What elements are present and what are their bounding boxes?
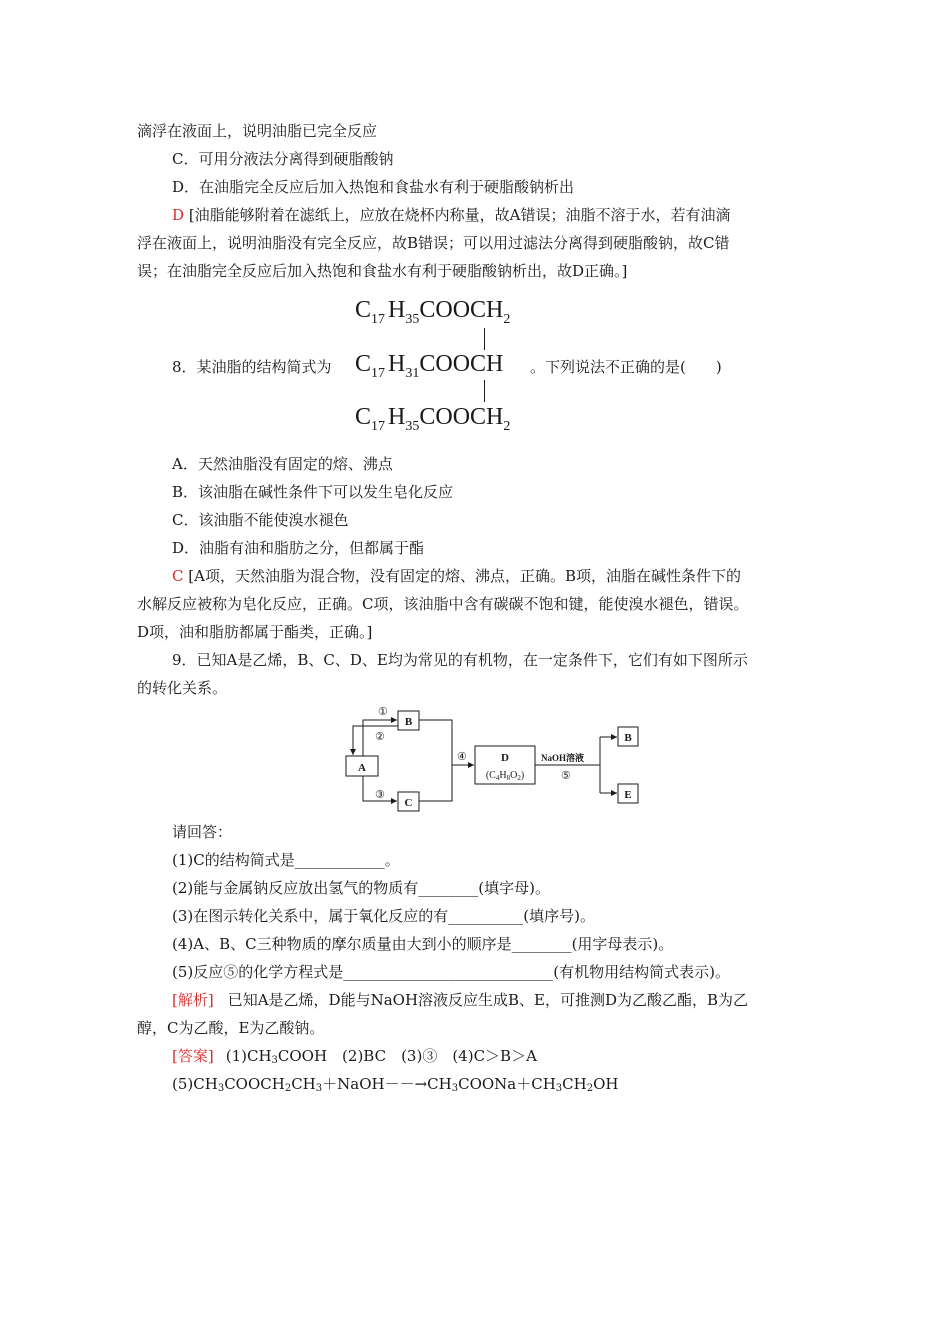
q8-option-b: B．该油脂在碱性条件下可以发生皂化反应 — [172, 483, 454, 501]
answer-tag: [答案] — [172, 1047, 214, 1065]
q9-stem-1: 9．已知A是乙烯，B、C、D、E均为常见的有机物，在一定条件下，它们有如下图所示 — [172, 651, 748, 669]
q9-part-5: (5)反应⑤的化学方程式是____________________________(有机物用结构简式表示)。 — [172, 963, 730, 981]
q7-line-text: 滴浮在液面上，说明油脂已完全反应 — [137, 122, 378, 140]
bond-line-2 — [484, 380, 485, 402]
label-step-5: ⑤ — [561, 770, 571, 782]
label-step-4: ④ — [457, 751, 467, 763]
q7-option-d: D．在油脂完全反应后加入热饱和食盐水有利于硬脂酸钠析出 — [172, 178, 575, 196]
label-a: A — [358, 762, 366, 774]
q7-explanation-3: 误；在油脂完全反应后加入热饱和食盐水有利于硬脂酸钠析出，故D正确。] — [137, 262, 628, 280]
conversion-diagram — [330, 700, 660, 818]
label-b-product: B — [624, 732, 632, 744]
q8-explanation-2: 水解反应被称为皂化反应，正确。C项，该油脂中含有碳碳不饱和键，能使溴水褪色，错误。 — [137, 595, 749, 613]
q9-analysis-1 — [172, 990, 748, 1010]
q7-explanation-text: [油脂能够附着在滤纸上，应放在烧杯内称量，故A错误；油脂不溶于水，若有油滴 — [188, 206, 731, 224]
q8-option-a: A．天然油脂没有固定的熔、沸点 — [172, 455, 393, 473]
q7-answer-letter: D — [172, 206, 185, 224]
q8-stem-post: 。下列说法不正确的是( ) — [530, 358, 722, 376]
label-e: E — [624, 789, 632, 801]
q9-part-4: (4)A、B、C三种物质的摩尔质量由大到小的顺序是________(用字母表示)。 — [172, 935, 674, 953]
arrow-step-4 — [419, 720, 452, 801]
q7-explanation-1 — [172, 205, 731, 225]
q9-answer-1: [答案] $(1)CH_3COOH$ (2)BC (3)③ (4)C＞B＞A — [172, 1047, 537, 1066]
label-step-2: ② — [375, 731, 385, 743]
q8-explanation-1 — [172, 566, 741, 586]
label-step-1: ① — [378, 706, 388, 718]
q9-part-1: (1)C的结构简式是____________。 — [172, 851, 400, 869]
q9-stem-2: 的转化关系。 — [137, 679, 228, 697]
q8-explanation-text: [A项，天然油脂为混合物，没有固定的熔、沸点，正确。B项，油脂在碱性条件下的 — [188, 567, 741, 585]
formula-row-1: $C_{17}$ $H_{35}COOCH_2$ — [355, 297, 511, 327]
formula-row-2: $C_{17}$ $H_{31}COOCH$ — [355, 351, 504, 381]
label-c: C — [404, 797, 413, 809]
analysis-text: 已知A是乙烯，D能与NaOH溶液反应生成B、E，可推测D为乙酸乙酯，B为乙 — [227, 991, 749, 1009]
q9-part-2: (2)能与金属钠反应放出氢气的物质有________(填字母)。 — [172, 879, 550, 897]
bond-line-1 — [484, 328, 485, 350]
q9-analysis-2: 醇，C为乙酸，E为乙酸钠。 — [137, 1019, 325, 1037]
analysis-tag: [解析] — [172, 991, 214, 1009]
label-d-formula: $(C_4H_8O_2)$ — [485, 770, 525, 782]
q7-explanation-2: 浮在液面上，说明油脂没有完全反应，故B错误；可以用过滤法分离得到硬脂酸钠，故C错 — [137, 234, 730, 252]
label-naoh: NaOH溶液 — [541, 753, 585, 763]
q9-part-3: (3)在图示转化关系中，属于氧化反应的有__________(填序号)。 — [172, 907, 595, 925]
q8-option-c: C．该油脂不能使溴水褪色 — [172, 511, 349, 529]
label-d: D — [501, 752, 509, 764]
q9-please-answer: 请回答： — [172, 823, 233, 841]
q8-stem-pre: 8．某油脂的结构简式为 — [172, 358, 332, 376]
q7-option-c: C．可用分液法分离得到硬脂酸钠 — [172, 150, 394, 168]
q8-option-d: D．油脂有油和脂肪之分，但都属于酯 — [172, 539, 425, 557]
q9-answer-2: $(5)CH_3COOCH_2CH_3+NaOH--\to CH_3COONa+CH_3CH_2OH$ — [172, 1075, 619, 1094]
q8-answer-letter: C — [172, 567, 184, 585]
formula-row-3: $C_{17}$ $H_{35}COOCH_2$ — [355, 404, 511, 434]
q8-explanation-3: D项，油和脂肪都属于酯类，正确。] — [137, 623, 373, 641]
label-step-3: ③ — [375, 789, 385, 801]
label-b: B — [404, 716, 413, 728]
